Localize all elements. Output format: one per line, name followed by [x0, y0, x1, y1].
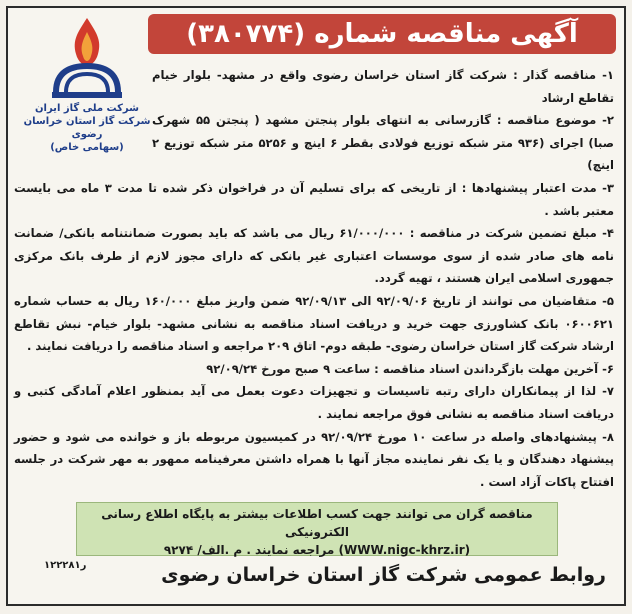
logo-org-line-3: (سهامی خاص) — [50, 142, 124, 153]
notice-item-1: ۱- مناقصه گذار : شرکت گاز استان خراسان رضوی واقع در مشهد- بلوار خیام تقاطع ارشاد — [152, 68, 614, 105]
ad-code: ۱۲۲۲۸۱ر — [44, 560, 87, 571]
website-info-box — [76, 502, 558, 556]
tender-notice — [6, 6, 626, 606]
notice-item-6: ۶- آخرین مهلت بازگرداندن اسناد مناقصه : ساعت ۹ صبح مورخ ۹۲/۰۹/۲۴ — [206, 361, 614, 376]
notice-item-7: ۷- لذا از پیمانکاران دارای رتبه تاسیسات و تجهیزات دعوت بعمل می آید بمنظور اعلام آمادگی کتبی و دریافت اسناد مناقصه به نشانی فوق مراجعه نمایند . — [14, 384, 614, 421]
notice-body — [14, 64, 614, 493]
notice-item-2: ۲- موضوع مناقصه : گازرسانی به انتهای بلوار پنجتن مشهد ( پنجتن ۵۵ شهرک صبا) اجرای (۹۳۶ متر شبکه توزیع فولادی بقطر ۶ اینچ و ۵۲۵۶ متر شبکه توزیع ۲ اینچ) — [152, 113, 614, 173]
notice-title-banner — [148, 14, 616, 54]
public-relations-signature: روابط عمومی شرکت گاز استان خراسان رضوی — [161, 564, 606, 586]
notice-item-5: ۵- متقاضیان می توانند از تاریخ ۹۲/۰۹/۰۶ الی ۹۲/۰۹/۱۳ ضمن واریز مبلغ ۱۶۰/۰۰۰ ریال به حساب شماره ۰۶۰۰۶۲۱ بانک کشاورزی جهت خرید و دریافت اسناد مناقصه به نشانی مشهد- بلوار خیام- نبش تقاطع ارشاد شرکت گاز استان خراسان رضوی- طبقه دوم- اتاق ۲۰۹ مراجعه و اسناد مناقصه را دریافت نمایند . — [14, 293, 614, 354]
notice-item-3: ۳- مدت اعتبار پیشنهادها : از تاریخی که برای تسلیم آن در فراخوان ذکر شده تا مدت ۳ ماه می بایست معتبر باشد . — [14, 180, 614, 218]
logo-org-line-1: شرکت ملی گاز ایران — [35, 103, 139, 114]
info-box-line-2: (WWW.nigc-khrz.ir) مراجعه نمایند . م .الف/ ۹۲۷۴ — [163, 543, 471, 557]
notice-item-8: ۸- پیشنهادهای واصله در ساعت ۱۰ مورخ ۹۲/۰۹/۲۴ در کمیسیون مربوطه باز و خوانده می شود و حضور پیشنهاد دهندگان و یا یک نفر نماینده مجاز آنها با همراه داشتن معرفینامه ممهور به مهر شرکت در جلسه افتتاح پاکات آزاد است . — [14, 429, 614, 489]
info-box-line-1: مناقصه گران می توانند جهت کسب اطلاعات بیشتر به پایگاه اطلاع رسانی الکترونیکی — [101, 507, 533, 539]
notice-item-4: ۴- مبلغ تضمین شرکت در مناقصه : ۶۱/۰۰۰/۰۰۰ ریال می باشد که باید بصورت ضمانتنامه بانکی/ ضمانت نامه های صادر شده از سوی موسسات اعتباری غیر بانکی که دارای مجوز لازم از طرف بانک مرکزی جمهوری اسلامی ایران هستند ، تهیه گردد. — [14, 226, 614, 286]
notice-title: آگهی مناقصه شماره (۳۸۰۷۷۴) — [186, 19, 578, 49]
logo-org-line-2: شرکت گاز استان خراسان رضوی — [23, 116, 151, 140]
